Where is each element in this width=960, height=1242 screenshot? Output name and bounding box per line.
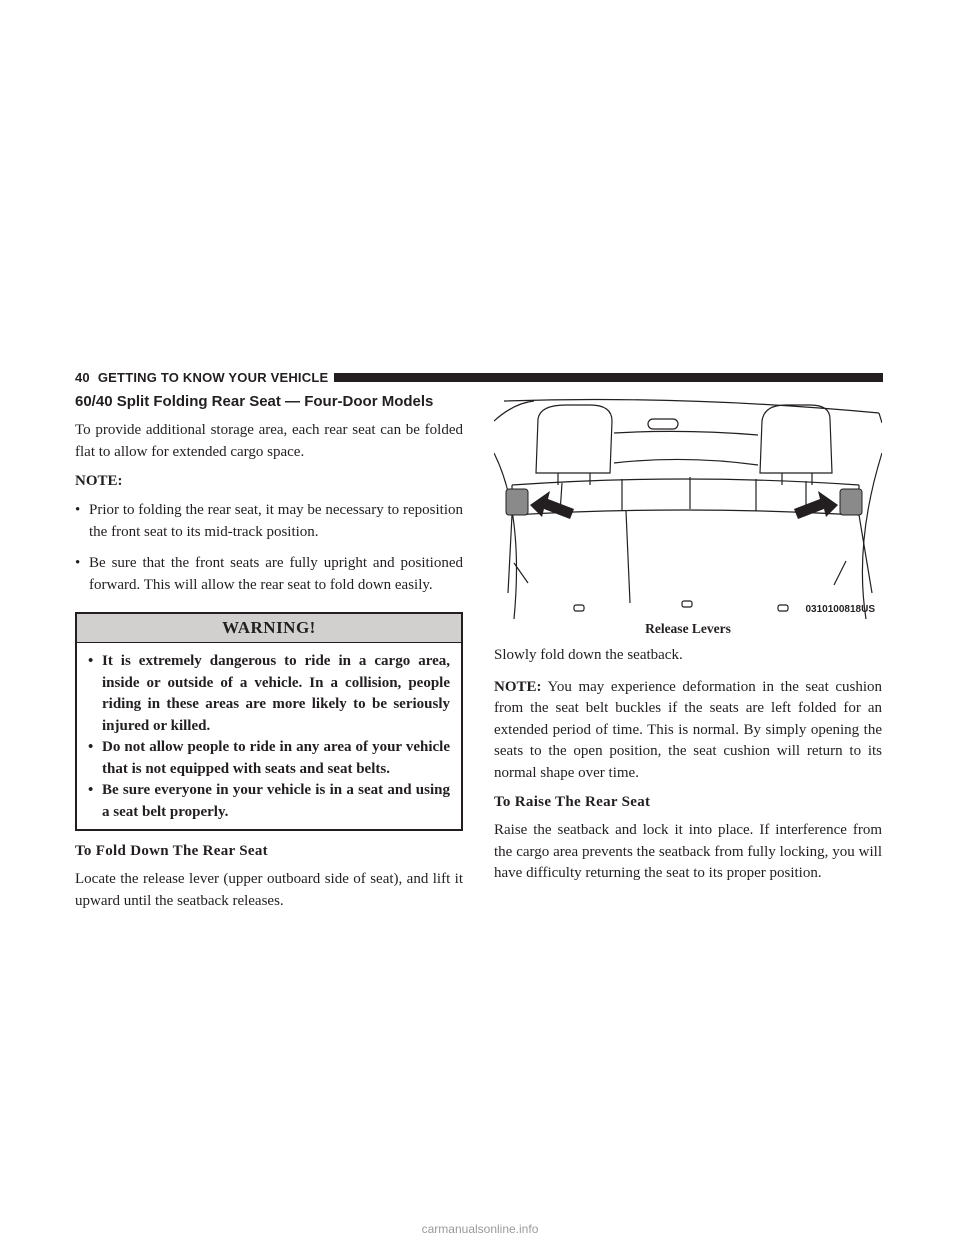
fold-step: Slowly fold down the seatback. <box>494 647 683 663</box>
warning-title: WARNING! <box>77 614 461 643</box>
watermark: carmanualsonline.info <box>421 1222 539 1236</box>
page-header <box>75 368 883 386</box>
note-label: NOTE: <box>75 473 123 489</box>
warning-box <box>75 612 463 831</box>
note-text: You may experience deformation in the seat cushion from the seat belt buckles if the seats are left folded for an extended period of time. This is normal. By simply opening the seats to the open position, the seat cushion will return to its normal shape over time. <box>494 678 882 781</box>
intro-paragraph: To provide additional storage area, each rear seat can be folded flat to allow for extended cargo space. <box>75 422 463 460</box>
bullet-icon: • <box>88 653 94 669</box>
section-title: 60/40 Split Folding Rear Seat — Four-Door Models <box>75 393 434 410</box>
bullet-icon: • <box>75 555 81 571</box>
warning-item: • It is extremely dangerous to ride in a cargo area, inside or outside of a vehicle. In a collision, people riding in these areas are more likely to be seriously injured or killed. <box>88 653 450 734</box>
warning-item: • Do not allow people to ride in any area of your vehicle that is not equipped with seats and seat belts. <box>88 739 450 777</box>
fold-heading: To Fold Down The Rear Seat <box>75 843 268 859</box>
deformation-note <box>494 677 882 785</box>
raise-heading: To Raise The Rear Seat <box>494 794 651 810</box>
right-release-lever <box>840 489 862 515</box>
note-list <box>75 500 463 596</box>
note-item: • Be sure that the front seats are fully upright and positioned forward. This will allow the rear seat to fold down easily. <box>75 555 463 593</box>
bullet-icon: • <box>88 782 94 798</box>
rear-seat-illustration <box>494 393 882 619</box>
right-column <box>494 393 882 895</box>
bullet-icon: • <box>88 739 94 755</box>
left-column <box>75 393 463 922</box>
bullet-icon: • <box>75 502 81 518</box>
warning-item: • Be sure everyone in your vehicle is in a seat and using a seat belt properly. <box>88 782 450 820</box>
section-name: GETTING TO KNOW YOUR VEHICLE <box>97 369 329 385</box>
header-rule <box>334 373 883 382</box>
figure-caption: Release Levers <box>645 621 731 636</box>
left-release-lever <box>506 489 528 515</box>
fold-paragraph: Locate the release lever (upper outboard side of seat), and lift it upward until the seatback releases. <box>75 871 463 909</box>
left-arrow-icon <box>530 491 574 519</box>
raise-paragraph: Raise the seatback and lock it into place. If interference from the cargo area prevents the seatback from fully locking, you will have difficulty returning the seat to its proper position. <box>494 822 882 881</box>
note-item: • Prior to folding the rear seat, it may be necessary to reposition the front seat to its mid-track position. <box>75 502 463 540</box>
release-levers-figure <box>494 393 882 619</box>
right-arrow-icon <box>794 491 838 519</box>
warning-list <box>88 651 450 823</box>
page-number: 40 <box>75 369 90 385</box>
note-label: NOTE: <box>494 678 542 695</box>
header-text <box>75 370 328 385</box>
figure-code: 0310100818US <box>805 604 875 615</box>
